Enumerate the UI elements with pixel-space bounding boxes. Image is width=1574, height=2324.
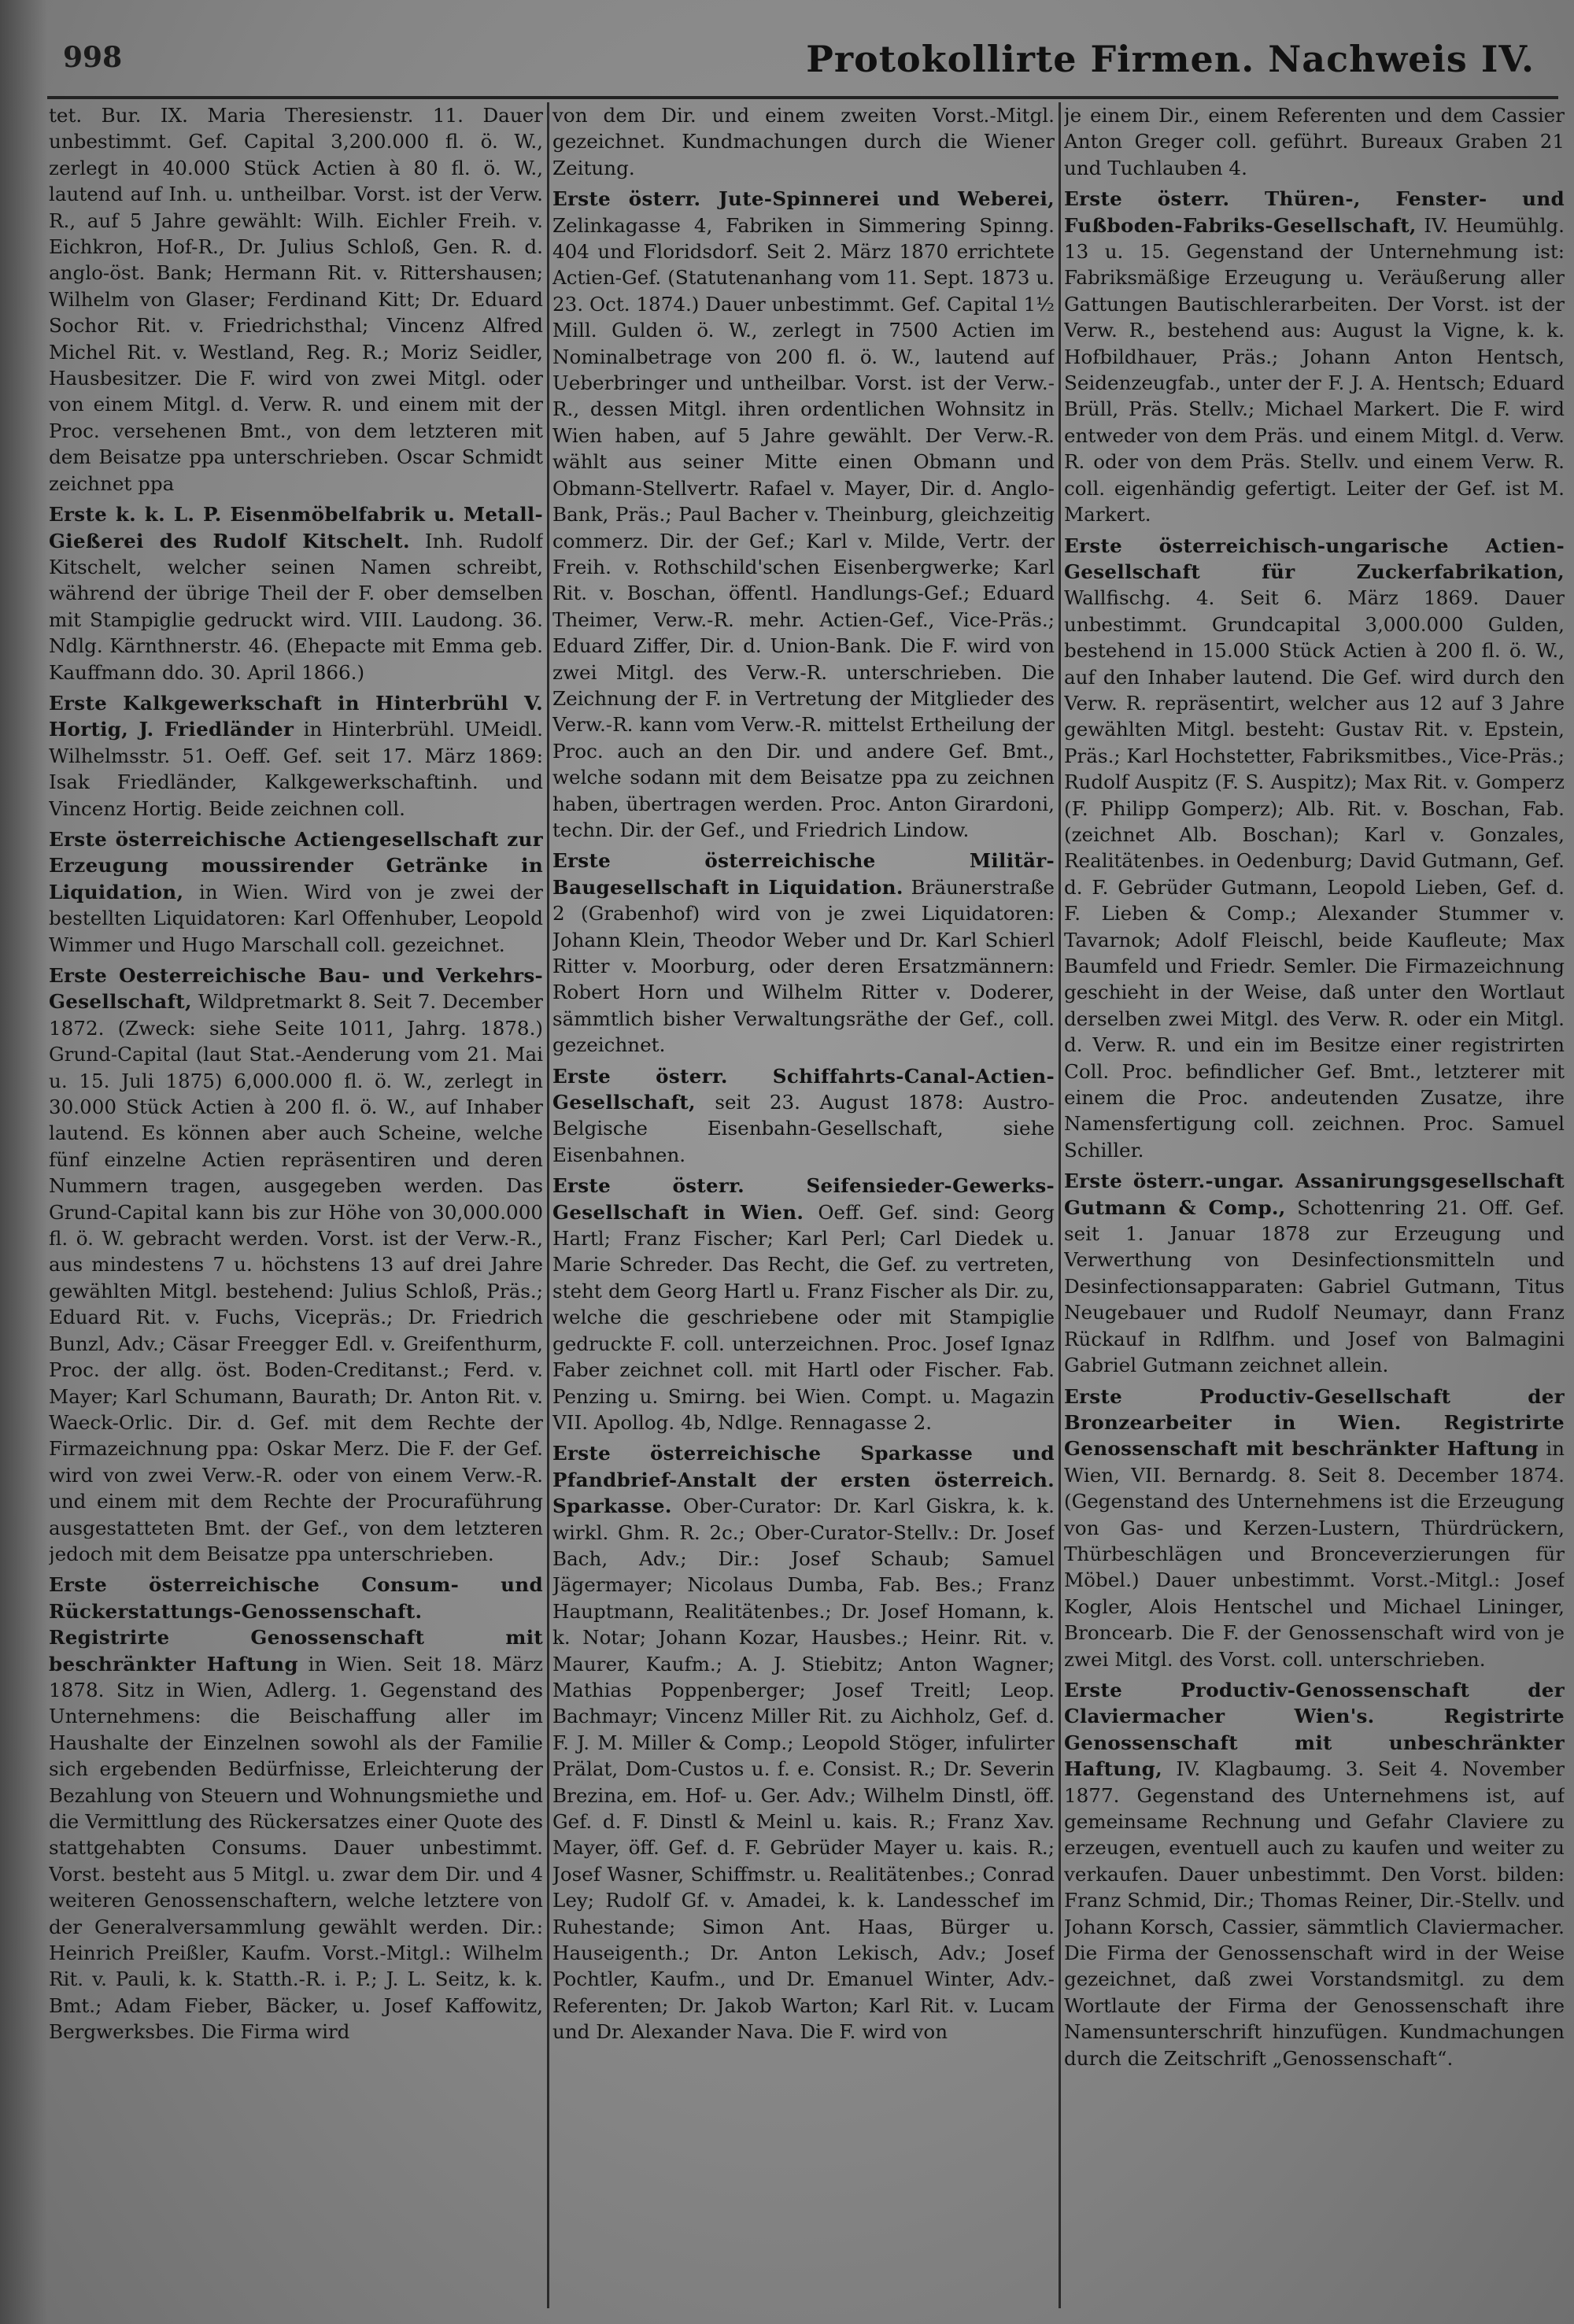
entry	[49, 501, 543, 685]
entry: tet. Bur. IX. Maria Theresienstr. 11. Dauer unbestimmt. Gef. Capital 3,200.000 fl. ö. W., zerlegt in 40.000 Stück Actien à 80 fl. ö. W., lautend auf Inh. u. untheilbar. Vorst. ist der Verw. R., auf 5 Jahre gewählt: Wilh. Eichler Freih. v. Eichkron, Hof-R., Dr. Julius Schloß, Gen. R. d. anglo-öst. Bank; Hermann Rit. v. Rittershausen; Wilhelm von Glaser; Ferdinand Kitt; Dr. Eduard Sochor Rit. v. Friedrichsthal; Vincenz Alfred Michel Rit. v. Westland, Reg. R.; Moriz Seidler, Hausbesitzer. Die F. wird von zwei Mitgl. oder von einem Mitgl. d. Verw. R. und einem mit der Proc. versehenen Bmt., von dem letzteren mit dem Beisatze ppa unterschrieben. Oscar Schmidt zeichnet ppa	[49, 104, 543, 495]
entry	[552, 186, 1055, 843]
column-3	[1064, 102, 1565, 2316]
entry-heading: Erste österreichische Militär-Baugesellschaft in Liquidation.	[552, 849, 1055, 899]
entry	[1064, 186, 1565, 527]
running-title: Protokollirte Firmen. Nachweis IV.	[806, 38, 1535, 80]
column-2	[552, 102, 1055, 2316]
column-divider	[547, 102, 549, 2308]
entry-text: Bräunerstraße 2 (Grabenhof) wird von je zwei Liquidatoren: Johann Klein, Theodor Weber und Dr. Karl Schierl Ritter v. Moorburg, oder deren Ersatzmännern: Robert Horn und Wilhelm Ritter v. Doderer, sämmtlich bisher Verwaltungsräthe der Gef., coll. gezeichnet.	[552, 875, 1055, 1057]
column-divider	[1059, 102, 1061, 2308]
entry-heading: Erste österr. Schiffahrts-Canal-Actien-Gesellschaft,	[552, 1064, 1055, 1114]
entry-heading: Erste österreichische Consum- und Rückerstattungs-Genossenschaft. Registrirte Genossenschaft mit beschränkter Haftung	[49, 1573, 543, 1676]
column-1	[49, 102, 543, 2316]
entry	[1064, 1168, 1565, 1378]
entry-heading: Erste Oesterreichische Bau- und Verkehrs-Gesellschaft,	[49, 964, 543, 1014]
entry	[49, 826, 543, 958]
entry-text: in Wien, VII. Bernardg. 8. Seit 8. December 1874. (Gegenstand des Unternehmens ist die Erzeugung von Gas- und Kerzen-Lustern, Thürdrückern, Thürbeschlägen und Bronceverzierungen für Möbel.) Dauer unbestimmt. Vorst.-Mitgl.: Josef Kogler, Alois Hentschel und Michael Lininger, Broncearb. Die F. der Genossenschaft wird von je zwei Mitgl. des Vorst. coll. unterschrieben.	[1064, 1437, 1565, 1671]
entry-heading: Erste österr. Jute-Spinnerei und Weberei,	[552, 187, 1055, 211]
entry-text: Zelinkagasse 4, Fabriken in Simmering Spinng. 404 und Floridsdorf. Seit 2. März 1870 errichtete Actien-Gef. (Statutenanhang vom 11. Sept. 1873 u. 23. Oct. 1874.) Dauer unbestimmt. Gef. Capital 1½ Mill. Gulden ö. W., zerlegt in 7500 Actien im Nominalbetrage von 200 fl. ö. W., lautend auf Ueberbringer und untheilbar. Vorst. ist der Verw.-R., dessen Mitgl. ihren ordentlichen Wohnsitz in Wien haben, auf 5 Jahre gewählt. Der Verw.-R. wählt aus seiner Mitte einen Obmann und Obmann-Stellvertr. Rafael v. Mayer, Dir. d. Anglo-Bank, Präs.; Paul Bacher v. Theinburg, gleichzeitig commerz. Dir. der Gef.; Karl v. Milde, Vertr. der Freih. v. Rothschild'schen Eisenbergwerke; Karl Rit. v. Boschan, öffentl. Handlungs-Gef.; Eduard Theimer, Verw.-R. mehr. Actien-Gef., Vice-Präs.; Eduard Ziffer, Dir. d. Union-Bank. Die F. wird von zwei Mitgl. des Verw.-R. unterschrieben. Die Zeichnung der F. in Vertretung der Mitglieder des Verw.-R. kann vom Verw.-R. mittelst Ertheilung der Proc. auch an den Dir. und andere Gef. Bmt., welche sodann mit dem Beisatze ppa zu zeichnen haben, übertragen werden. Proc. Anton Girardoni, techn. Dir. der Gef., und Friedrich Lindow.	[552, 213, 1055, 841]
entry	[552, 1173, 1055, 1435]
entry-text: in Hinterbrühl. UMeidl. Wilhelmsstr. 51. Oeff. Gef. seit 17. März 1869: Isak Friedländer, Kalkgewerkschaftinh. und Vincenz Hortig. Beide zeichnen coll.	[49, 718, 543, 820]
entry-heading: Erste österreichische Sparkasse und Pfandbrief-Anstalt der ersten österreich. Sparkasse.	[552, 1442, 1055, 1518]
entry-text: Oeff. Gef. sind: Georg Hartl; Franz Fischer; Karl Perl; Carl Diedek u. Marie Schreder. Das Recht, die Gef. zu vertreten, steht dem Georg Hartl u. Franz Fischer als Dir. zu, welche die geschriebene oder mit Stampiglie gedruckte F. coll. unterzeichnen. Proc. Josef Ignaz Faber zeichnet coll. mit Hartl oder Fischer. Fab. Penzing u. Smirng. bei Wien. Compt. u. Magazin VII. Apollog. 4b, Ndlge. Rennagasse 2.	[552, 1200, 1055, 1434]
entry: von dem Dir. und einem zweiten Vorst.-Mitgl. gezeichnet. Kundmachungen durch die Wiener Zeitung.	[552, 104, 1055, 179]
entry: je einem Dir., einem Referenten und dem Cassier Anton Greger coll. geführt. Bureaux Graben 21 und Tuchlauben 4.	[1064, 104, 1565, 179]
entry-text: Inh. Rudolf Kitschelt, welcher seinen Namen schreibt, während der übrige Theil der F. ober demselben mit Stampiglie gedruckt wird. VIII. Laudong. 36. Ndlg. Kärnthnerstr. 46. (Ehepacte mit Emma geb. Kauffmann ddo. 30. April 1866.)	[49, 529, 543, 684]
entry	[552, 1063, 1055, 1169]
entry	[49, 1572, 543, 2045]
entry	[49, 962, 543, 1567]
entry-text: Wildpretmarkt 8. Seit 7. December 1872. (Zweck: siehe Seite 1011, Jahrg. 1878.) Grund-Capital (laut Stat.-Aenderung vom 21. Mai u. 15. Juli 1875) 6,000.000 fl. ö. W., zerlegt in 30.000 Stück Actien à 200 fl. ö. W., auf Inhaber lautend. Es können aber auch Scheine, welche fünf einzelne Actien repräsentiren und deren Nummern tragen, ausgegeben werden. Das Grund-Capital kann bis zur Höhe von 30,000.000 fl. ö. W. gebracht werden. Vorst. ist der Verw.-R., aus mindestens 7 u. höchstens 13 auf drei Jahre gewählten Mitgl. bestehend: Julius Schloß, Präs.; Eduard Rit. v. Fuchs, Vicepräs.; Dr. Friedrich Bunzl, Adv.; Cäsar Freegger Edl. v. Greifenthurm, Proc. der allg. öst. Boden-Creditanst.; Ferd. v. Mayer; Karl Schumann, Baurath; Dr. Anton Rit. v. Waeck-Orlic. Dir. d. Gef. mit dem Rechte der Firmazeichnung ppa: Oskar Merz. Die F. der Gef. wird von zwei Verw.-R. oder von einem Verw.-R. und einem mit dem Rechte der Procuraführung ausgestatteten Bmt. der Gef., von dem letzteren jedoch mit dem Beisatze ppa unterschrieben.	[49, 990, 543, 1565]
entry-text: in Wien. Wird von je zwei der bestellten Liquidatoren: Karl Offenhuber, Leopold Wimmer und Hugo Marschall coll. gezeichnet.	[49, 880, 543, 956]
entry-text: IV. Heumühlg. 13 u. 15. Gegenstand der Unternehmung ist: Fabriksmäßige Erzeugung u. Veräußerung aller Gattungen Bautischlerarbeiten. Der Vorst. ist der Verw. R., bestehend aus: August la Vigne, k. k. Hofbildhauer, Präs.; Johann Anton Hentsch, Seidenzeugfab., unter der F. J. A. Hentsch; Eduard Brüll, Präs. Stellv.; Michael Markert. Die F. wird entweder von dem Präs. und einem Mitgl. d. Verw. R. oder von dem Präs. Stellv. und einem Verw. R. coll. eigenhändig gefertigt. Leiter der Gef. ist M. Markert.	[1064, 213, 1565, 527]
page-number: 998	[63, 41, 123, 74]
entry-text: seit 23. August 1878: Austro-Belgische Eisenbahn-Gesellschaft, siehe Eisenbahnen.	[552, 1091, 1055, 1166]
page-header	[55, 38, 1558, 101]
entry-heading: Erste österreichische Actiengesellschaft zur Erzeugung moussirender Getränke in Liquidation,	[49, 827, 543, 903]
entry-text: IV. Klagbaumg. 3. Seit 4. November 1877. Gegenstand des Unternehmens ist, auf gemeinsame Rechnung und Gefahr Claviere zu erzeugen, eventuell auch zu kaufen und weiter zu verkaufen. Dauer unbestimmt. Den Vorst. bilden: Franz Schmid, Dir.; Thomas Reiner, Dir.-Stellv. und Johann Korsch, Cassier, sämmtlich Claviermacher. Die Firma der Genossenschaft wird in der Weise gezeichnet, daß zwei Vorstandsmitgl. zu dem Wortlaute der Firma der Genossenschaft ihre Namensunterschrift hinzufügen. Kundmachungen durch die Zeitschrift „Genossenschaft“.	[1064, 1757, 1565, 2070]
entry	[552, 848, 1055, 1058]
entry	[1064, 1677, 1565, 2071]
entry-text: Ober-Curator: Dr. Karl Giskra, k. k. wirkl. Ghm. R. 2c.; Ober-Curator-Stellv.: Dr. Josef Bach, Adv.; Dir.: Josef Schaub; Samuel Jägermayer; Nicolaus Dumba, Fab. Bes.; Franz Hauptmann, Realitätenbes.; Dr. Josef Homann, k. k. Notar; Johann Kozar, Hausbes.; Heinr. Rit. v. Maurer, Kaufm.; A. J. Stiebitz; Anton Wagner; Mathias Poppenberger; Josef Treitl; Leop. Bachmayr; Vincenz Miller Rit. zu Aichholz, Gef. d. F. J. M. Miller & Comp.; Leopold Stöger, infulirter Prälat, Dom-Custos u. f. e. Consist. R.; Dr. Severin Brezina, em. Hof- u. Ger. Adv.; Wilhelm Dinstl, öff. Gef. d. F. Dinstl & Meinl u. kais. R.; Franz Xav. Mayer, öff. Gef. d. F. Gebrüder Mayer u. kais. R.; Josef Wasner, Schiffmstr. u. Realitätenbes.; Conrad Ley; Rudolf Gf. v. Amadei, k. k. Landesschef im Ruhestande; Simon Ant. Haas, Bürger u. Hauseigenth.; Dr. Anton Lekisch, Adv.; Josef Pochtler, Kaufm., und Dr. Emanuel Winter, Adv.-Referenten; Dr. Jakob Warton; Karl Rit. v. Lucam und Dr. Alexander Nava. Die F. wird von	[552, 1495, 1055, 2044]
header-rule	[47, 96, 1558, 99]
entry	[49, 690, 543, 822]
entry-heading: Erste österreichisch-ungarische Actien-Gesellschaft für Zuckerfabrikation,	[1064, 534, 1565, 583]
entry	[1064, 533, 1565, 1164]
entry	[1064, 1384, 1565, 1672]
entry-heading: Erste Kalkgewerkschaft in Hinterbrühl V. Hortig, J. Friedländer	[49, 691, 543, 741]
entry-heading: Erste Productiv-Genossenschaft der Claviermacher Wien's. Registrirte Genossenschaft mit unbeschränkter Haftung,	[1064, 1678, 1565, 1781]
entry-text: Schottenring 21. Off. Gef. seit 1. Januar 1878 zur Erzeugung und Verwerthung von Desinfectionsmitteln und Desinfectionsapparaten: Gabriel Gutmann, Titus Neugebauer und Rudolf Neumayr, dann Franz Rückauf in Rdlfhm. und Josef von Balmagini Gabriel Gutmann zeichnet allein.	[1064, 1195, 1565, 1377]
entry	[552, 1440, 1055, 2045]
entry-text: in Wien. Seit 18. März 1878. Sitz in Wien, Adlerg. 1. Gegenstand des Unternehmens: die Beischaffung aller im Haushalte der Einzelnen sowohl als der Familie sich ergebenden Bedürfnisse, Erleichterung der Bezahlung von Steuern und Wohnungsmiethe und die Vermittlung des Rückersatzes einer Quote des stattgehabten Consums. Dauer unbestimmt. Vorst. besteht aus 5 Mitgl. u. zwar dem Dir. und 4 weiteren Genossenschaftern, welche letztere von der Generalversammlung gewählt werden. Dir.: Heinrich Preißler, Kaufm. Vorst.-Mitgl.: Wilhelm Rit. v. Pauli, k. k. Statth.-R. i. P.; J. L. Seitz, k. k. Bmt.; Adam Fieber, Bäcker, u. Josef Kaffowitz, Bergwerksbes. Die Firma wird	[49, 1652, 543, 2044]
entry-heading: Erste Productiv-Gesellschaft der Bronzearbeiter in Wien. Registrirte Genossenschaft mit beschränkter Haftung	[1064, 1384, 1565, 1461]
entry-heading: Erste österr.-ungar. Assanirungsgesellschaft Gutmann & Comp.,	[1064, 1169, 1565, 1219]
page-edge-shadow	[0, 0, 47, 2324]
entry-text: Wallfischg. 4. Seit 6. März 1869. Dauer unbestimmt. Grundcapital 3,000.000 Gulden, bestehend in 15.000 Stück Actien à 200 fl. ö. W., auf den Inhaber lautend. Die Gef. wird durch den Verw. R. repräsentirt, welcher aus 12 auf 3 Jahre gewählten Mitgl. besteht: Gustav Rit. v. Epstein, Präs.; Karl Hochstetter, Fabriksmitbes., Vice-Präs.; Rudolf Auspitz (F. S. Auspitz); Max Rit. v. Gomperz (F. Philipp Gomperz); Alb. Rit. v. Boschan, Fab. (zeichnet Alb. Boschan); Karl v. Gonzales, Realitätenbes. in Oedenburg; David Gutmann, Gef. d. F. Gebrüder Gutmann, Leopold Lieben, Gef. d. F. Lieben & Comp.; Alexander Stummer v. Tavarnok; Adolf Fleischl, beide Kaufleute; Max Baumfeld und Friedr. Semler. Die Firmazeichnung geschieht in der Weise, daß unter den Wortlaut derselben zwei Mitgl. des Verw. R. oder ein Mitgl. d. Verw. R. und ein im Besitze einer registrirten Coll. Proc. befindlicher Gef. Bmt., letzterer mit einem die Proc. andeutenden Zusatze, ihre Namensfertigung coll. zeichnen. Proc. Samuel Schiller.	[1064, 586, 1565, 1162]
entry-heading: Erste k. k. L. P. Eisenmöbelfabrik u. Metall-Gießerei des Rudolf Kitschelt.	[49, 503, 543, 552]
entry-heading: Erste österr. Thüren-, Fenster- und Fußboden-Fabriks-Gesellschaft,	[1064, 187, 1565, 237]
entry-heading: Erste österr. Seifensieder-Gewerks-Gesellschaft in Wien.	[552, 1174, 1055, 1224]
